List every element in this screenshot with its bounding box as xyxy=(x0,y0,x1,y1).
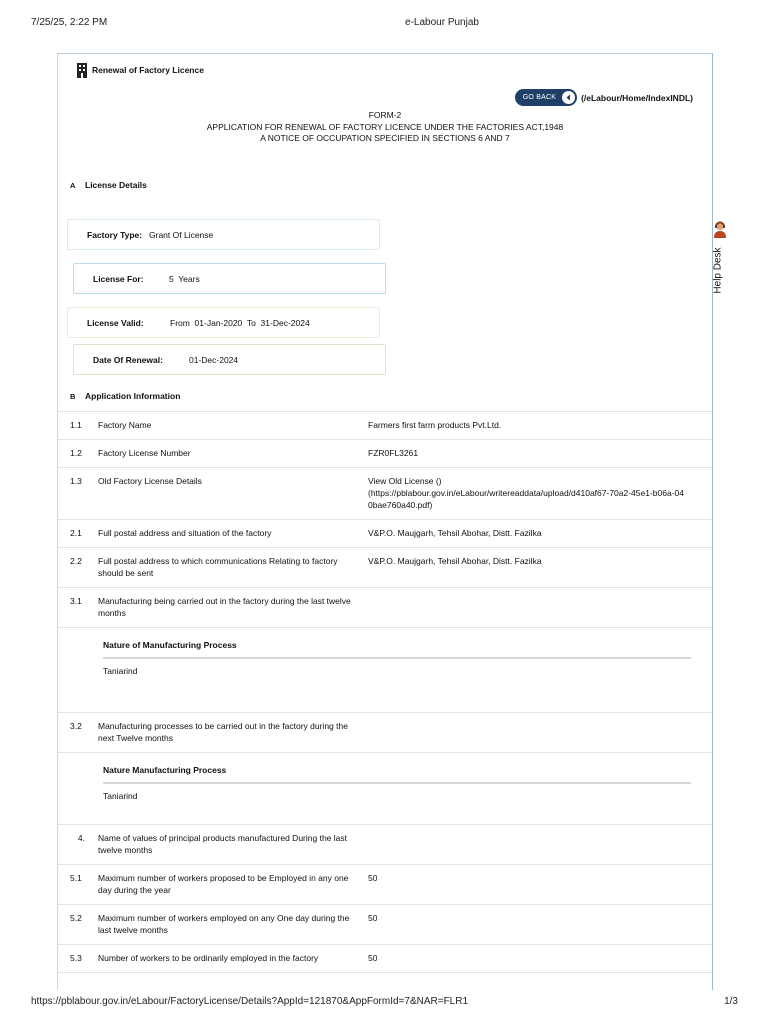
section-a-title: License Details xyxy=(85,180,147,190)
section-b-title: Application Information xyxy=(85,391,181,401)
table-row xyxy=(58,412,713,440)
print-date: 7/25/25, 2:22 PM xyxy=(31,17,108,28)
date-of-renewal-box xyxy=(73,344,386,375)
row-label: Full postal address and situation of the factory xyxy=(98,520,368,548)
row-number: 2.1 xyxy=(58,520,98,548)
license-valid-label: License Valid: xyxy=(87,317,144,328)
row-value: 50 xyxy=(368,905,713,945)
row-number: 5.1 xyxy=(58,865,98,905)
breadcrumb-label: Renewal of Factory Licence xyxy=(92,65,204,75)
go-back-button[interactable] xyxy=(515,89,577,106)
form-name: FORM-2 xyxy=(368,110,402,120)
go-back-label: GO BACK xyxy=(522,94,557,101)
print-title: e-Labour Punjab xyxy=(405,17,479,28)
row-label: Manufacturing being carried out in the factory during the last twelve months xyxy=(98,588,368,628)
row-value: Farmers first farm products Pvt.Ltd. xyxy=(368,412,713,440)
row-number: 2.2 xyxy=(58,548,98,588)
row-label: Factory Name xyxy=(98,412,368,440)
subtable-item: Taniarind xyxy=(103,666,138,676)
table-row xyxy=(58,945,713,973)
subtable-header: Nature Manufacturing Process xyxy=(103,755,691,784)
row-number: 5.3 xyxy=(58,945,98,973)
row-label: Name of values of principal products manufactured During the last twelve months xyxy=(98,825,368,865)
print-url: https://pblabour.gov.in/eLabour/FactoryLicense/Details?AppId=121870&AppFormId=7&NAR=FLR1 xyxy=(31,996,469,1007)
manufacturing-process-subtable xyxy=(103,755,691,806)
factory-type-label: Factory Type: xyxy=(87,229,143,240)
factory-type-box xyxy=(67,219,380,250)
subtable-row xyxy=(58,753,713,825)
subtable-item: Taniarind xyxy=(103,791,138,801)
application-info-table xyxy=(58,411,713,973)
subtable-row xyxy=(58,628,713,713)
goback-row xyxy=(515,89,693,106)
row-number: 3.1 xyxy=(58,588,98,628)
row-value: V&P.O. Maujgarh, Tehsil Abohar, Distt. Fazilka xyxy=(368,520,713,548)
row-label: Maximum number of workers proposed to be Employed in any one day during the year xyxy=(98,865,368,905)
help-desk-tab[interactable] xyxy=(711,220,729,300)
subtable-header: Nature of Manufacturing Process xyxy=(103,630,691,659)
section-a-heading xyxy=(70,180,147,190)
license-valid-box xyxy=(67,307,380,338)
table-row xyxy=(58,520,713,548)
license-valid-value: From 01-Jan-2020 To 31-Dec-2024 xyxy=(170,317,310,328)
row-value: 50 xyxy=(368,945,713,973)
go-back-path: (/eLabour/Home/IndexINDL) xyxy=(581,92,693,103)
table-row xyxy=(58,440,713,468)
help-desk-label: Help Desk xyxy=(712,247,724,294)
table-row xyxy=(58,865,713,905)
breadcrumb xyxy=(76,62,204,78)
section-a-letter: A xyxy=(70,181,76,190)
manufacturing-process-subtable xyxy=(103,630,691,681)
license-for-box xyxy=(73,263,386,294)
table-row xyxy=(58,713,713,753)
row-label: Number of workers to be ordinarily employed in the factory xyxy=(98,945,368,973)
row-label: Factory License Number xyxy=(98,440,368,468)
section-b-heading xyxy=(70,391,180,401)
table-row xyxy=(58,905,713,945)
view-old-license-link[interactable]: View Old License () xyxy=(368,476,442,486)
table-row xyxy=(58,588,713,628)
old-license-cell xyxy=(368,468,713,520)
row-number: 3.2 xyxy=(58,713,98,753)
arrow-left-icon xyxy=(562,91,575,104)
table-row xyxy=(58,548,713,588)
form-title-line-1: APPLICATION FOR RENEWAL OF FACTORY LICENCE UNDER THE FACTORIES ACT,1948 xyxy=(206,121,564,132)
row-number: 1.1 xyxy=(58,412,98,440)
row-number: 5.2 xyxy=(58,905,98,945)
table-row xyxy=(58,825,713,865)
table-row xyxy=(58,468,713,520)
row-number: 1.3 xyxy=(58,468,98,520)
old-license-url: (https://pblabour.gov.in/eLabour/writereaddata/upload/d410af67-70a2-45e1-b06a-040bae760a40.pdf) xyxy=(368,488,684,510)
support-agent-icon xyxy=(712,220,728,238)
form-heading xyxy=(58,110,712,145)
row-label: Full postal address to which communications Relating to factory should be sent xyxy=(98,548,368,588)
section-b-letter: B xyxy=(70,392,76,401)
date-of-renewal-value: 01-Dec-2024 xyxy=(189,354,239,365)
print-page-number: 1/3 xyxy=(724,996,738,1007)
row-label: Old Factory License Details xyxy=(98,468,368,520)
license-for-label: License For: xyxy=(93,273,144,284)
row-value: 50 xyxy=(368,865,713,905)
row-label: Maximum number of workers employed on any One day during the last twelve months xyxy=(98,905,368,945)
row-number: 4. xyxy=(58,825,98,865)
page-frame xyxy=(57,53,713,990)
row-label: Manufacturing processes to be carried out in the factory during the next Twelve months xyxy=(98,713,368,753)
row-number: 1.2 xyxy=(58,440,98,468)
factory-type-value: Grant Of License xyxy=(149,229,214,240)
license-for-value: 5 Years xyxy=(169,273,200,284)
date-of-renewal-label: Date Of Renewal: xyxy=(93,354,163,365)
row-value: V&P.O. Maujgarh, Tehsil Abohar, Distt. Fazilka xyxy=(368,548,713,588)
building-icon xyxy=(76,62,88,78)
form-title-line-2: A NOTICE OF OCCUPATION SPECIFIED IN SECTIONS 6 AND 7 xyxy=(260,133,510,143)
row-value: FZR0FL3261 xyxy=(368,440,713,468)
